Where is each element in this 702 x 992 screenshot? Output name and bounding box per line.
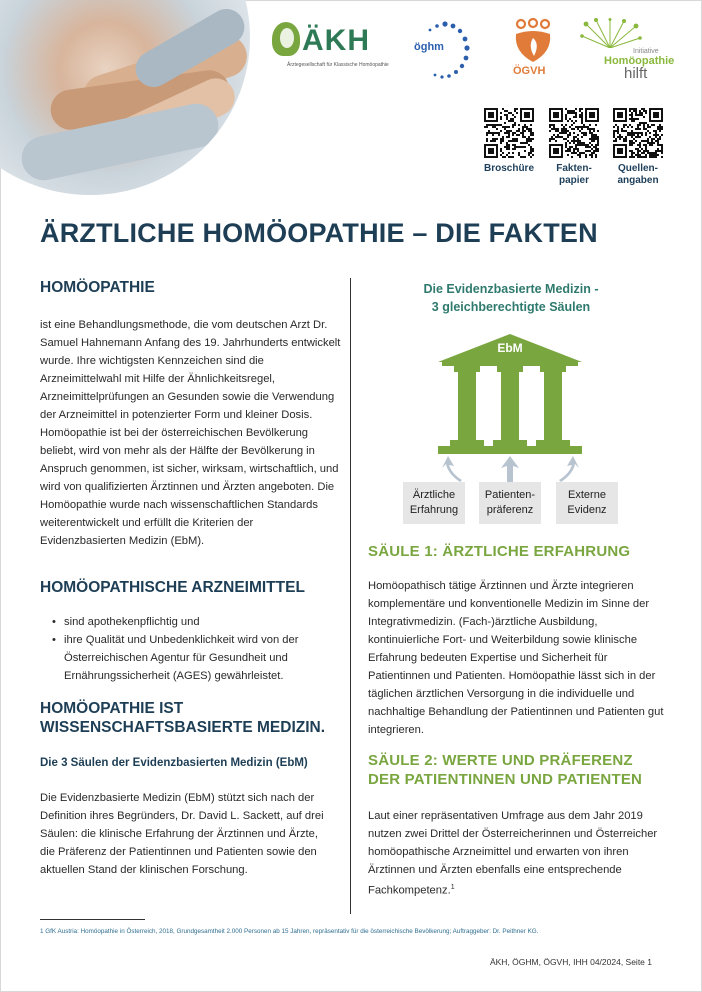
ihh-logo-text: Homöopathie bbox=[604, 55, 675, 67]
arrow-up-icon bbox=[557, 456, 583, 484]
temple-base bbox=[438, 446, 582, 454]
ihh-logo-prefix: Initiative bbox=[633, 48, 659, 55]
pillar-3 bbox=[544, 372, 562, 440]
akh-logo-text: ÄKH bbox=[302, 24, 370, 57]
text-homoeopathie: ist eine Behandlungsmethode, die vom deutschen Arzt Dr. Samuel Hahnemann Anfang des 19. Jahrhunderts entwickelt wurde. Ihre wichtigsten Kennzeichen sind die Arzneimittelwahl mit Hilfe der Ähnlichkeitsregel, Arzneimittelprüfungen an Gesunden sowie die Verwendung der Arzneimittel in potenzierter Form und kleiner Dosis. Homöopathie ist bei der österreichischen Bevölkerung beliebt, wird von mehr als der Hälfte der Bevölkerung in Anspruch genommen, ist sicher, wirksam, wirtschaftlich, und wird von qualifizierten Ärztinnen und Ärzten angeboten. Die Homöopathie wurde nach wissenschaftlichen Standards weiterentwickelt und erfüllt die Kriterien der Evidenzbasierten Medizin (EbM). bbox=[40, 319, 341, 547]
footnote: 1 GfK Austria: Homöopathie in Österreich, 2018, Grundgesamtheit 2.000 Personen ab 15 Jahren, repräsentativ für die österreichische Bevölkerung; Auftraggeber: Dr. Peithner KG. bbox=[40, 928, 539, 935]
list-item: • sind apothekenpflichtig und bbox=[52, 613, 342, 631]
ihh-logo-icon bbox=[580, 18, 642, 48]
arrow-up-icon bbox=[438, 456, 464, 484]
text-saeule-1: Homöopathisch tätige Ärztinnen und Ärzte integrieren komplementäre und konventionelle Medizin im Sinne der Integrativmedizin. (Fach-)ärztliche Ausbildung, kontinuierliche Fort- und Weiterbildung sowie klinische Erfahrung bedeuten Expertise und Sicherheit für Patientinnen und Patienten. Homöopathie lässt sich in der täglichen ärztlichen Versorgung in die individuelle und nachhaltige Behandlung der Patientinnen und Patienten gut integrieren. bbox=[368, 580, 664, 736]
temple-roof-base bbox=[442, 362, 578, 366]
oghm-logo-text: öghm bbox=[414, 41, 444, 53]
pillar-label-externe-evidenz: Externe Evidenz bbox=[556, 482, 618, 524]
pillar-label-aerztliche-erfahrung: Ärztliche Erfahrung bbox=[403, 482, 465, 524]
ogvh-logo-icon bbox=[512, 18, 554, 64]
text-ebm: Die Evidenzbasierte Medizin (EbM) stützt sich nach der Definition ihres Begründers, Dr. David L. Sackett, auf drei Säulen: die klinische Erfahrung der Ärztinnen und Ärzte, die Präferenz der Patientinnen und Patienten sowie den aktuellen Stand der klinischen Forschung. bbox=[40, 792, 324, 876]
ihh-logo-suffix: hilft bbox=[624, 65, 648, 82]
page-title: ÄRZTLICHE HOMÖOPATHIE – DIE FAKTEN bbox=[40, 218, 598, 248]
page-footer: ÄKH, ÖGHM, ÖGVH, IHH 04/2024, Seite 1 bbox=[489, 957, 652, 967]
qr-code-quellenangaben[interactable] bbox=[613, 108, 663, 158]
pillar-2 bbox=[501, 372, 519, 440]
diagram-title: Die Evidenzbasierte Medizin - 3 gleichberechtigte Säulen bbox=[423, 282, 599, 314]
pillar-1 bbox=[458, 372, 476, 440]
pillar-label-patientenpraeferenz: Patienten- präferenz bbox=[479, 482, 541, 524]
heading-arzneimittel: HOMÖOPATHISCHE ARZNEIMITTEL bbox=[40, 579, 305, 596]
heading-wissenschaftsbasiert: HOMÖOPATHIE IST WISSENSCHAFTSBASIERTE MEDIZIN. bbox=[40, 700, 326, 736]
qr-label-faktenpapier: Fakten- papier bbox=[556, 163, 592, 186]
qr-label-quellenangaben: Quellen- angaben bbox=[617, 163, 659, 186]
footnote-reference[interactable]: 1 bbox=[450, 884, 455, 891]
footnote-separator bbox=[40, 919, 145, 920]
arzneimittel-list bbox=[52, 613, 342, 685]
ebm-roof-label: EbM bbox=[497, 341, 523, 355]
heading-saeule-1: SÄULE 1: ÄRZTLICHE ERFAHRUNG bbox=[368, 543, 631, 560]
list-item: • ihre Qualität und Unbedenklichkeit wird von der Österreichischen Agentur für Gesundheit und Ernährungssicherheit (AGES) gewährleistet. bbox=[52, 631, 342, 685]
subheading-ebm-saeulen: Die 3 Säulen der Evidenzbasierten Medizin (EbM) bbox=[40, 757, 308, 769]
qr-code-broschuere[interactable] bbox=[484, 108, 534, 158]
qr-code-faktenpapier[interactable] bbox=[549, 108, 599, 158]
heading-saeule-2: SÄULE 2: WERTE UND PRÄFERENZ DER PATIENTINNEN UND PATIENTEN bbox=[368, 752, 643, 788]
ogvh-logo-text: ÖGVH bbox=[513, 65, 546, 77]
qr-label-broschuere: Broschüre bbox=[483, 163, 534, 174]
akh-logo-subtitle: Ärztegesellschaft für Klassische Homöopathie bbox=[287, 62, 389, 68]
arrow-up-icon bbox=[497, 456, 523, 484]
akh-logo-icon bbox=[272, 22, 300, 56]
text-saeule-2: Laut einer repräsentativen Umfrage aus dem Jahr 2019 nutzen zwei Drittel der Österreicherinnen und Österreicher homöopathische Arzneimittel und erwarten von ihren Ärztinnen und Ärzten ebenfalls eine entsprechende Fachkompetenz.$^1$ bbox=[368, 810, 658, 897]
heading-homoeopathie: HOMÖOPATHIE bbox=[40, 279, 155, 296]
column-divider bbox=[350, 278, 351, 914]
